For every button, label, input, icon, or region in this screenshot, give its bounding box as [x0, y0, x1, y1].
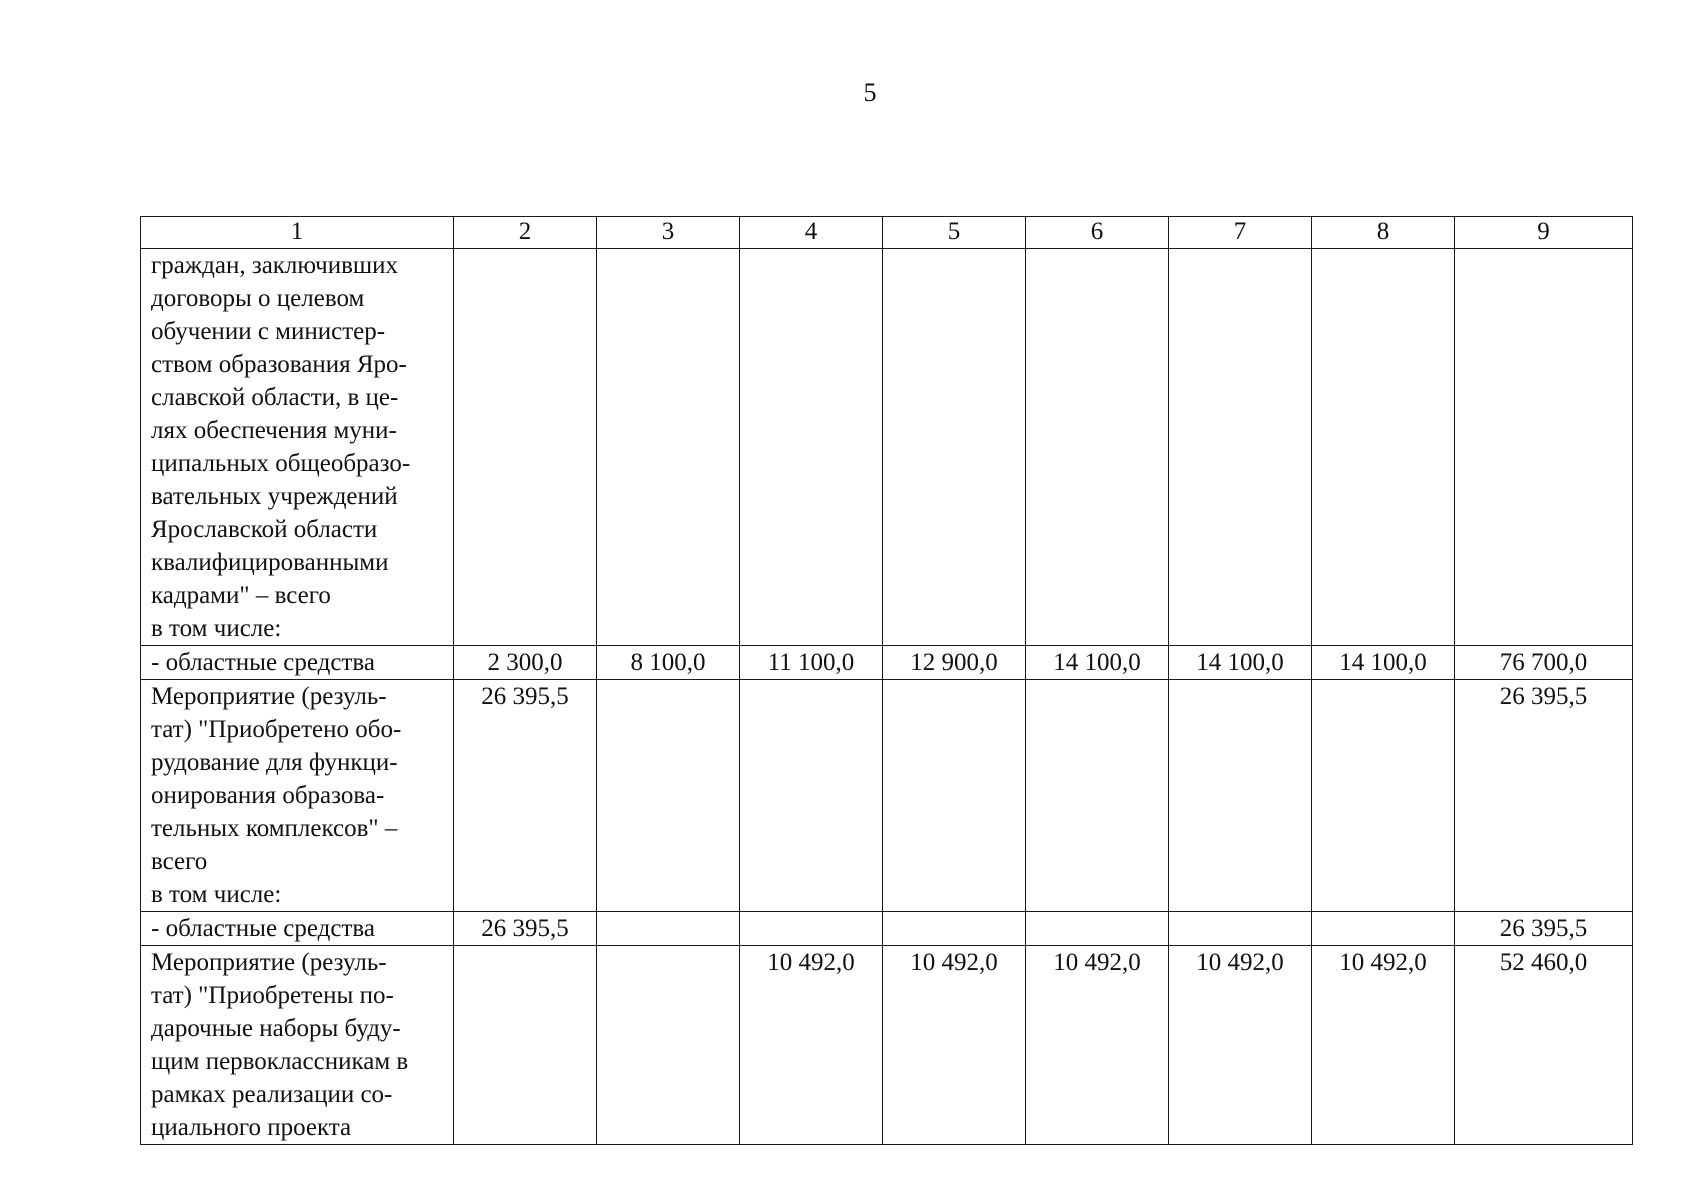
- page-number: 5: [863, 78, 877, 107]
- column-header: 9: [1455, 217, 1633, 249]
- row-label-line: договоры о целевом: [151, 285, 365, 312]
- column-header: 3: [597, 217, 740, 249]
- row-label-line: рамках реализации со-: [151, 1081, 393, 1108]
- table-row: [141, 946, 1633, 1145]
- column-header: 7: [1169, 217, 1312, 249]
- row-label-line: ципальных общеобразо-: [151, 450, 411, 477]
- row-label-line: Ярославской области: [151, 516, 378, 543]
- value-cell: [1026, 680, 1169, 912]
- value-cell: [597, 912, 740, 946]
- row-label-line: тат) "Приобретено обо-: [151, 716, 402, 743]
- value-cell: [883, 680, 1026, 912]
- value-cell: [597, 946, 740, 1145]
- value-cell: 10 492,0: [1312, 946, 1455, 1145]
- value-cell: [1169, 912, 1312, 946]
- value-cell: 10 492,0: [1026, 946, 1169, 1145]
- column-header: 1: [141, 217, 454, 249]
- row-label-line: обучении с министер-: [151, 318, 386, 345]
- row-label-line: циального проекта: [151, 1114, 352, 1141]
- value-cell: [1455, 249, 1633, 646]
- column-header: 6: [1026, 217, 1169, 249]
- row-label-line: граждан, заключивших: [151, 252, 399, 279]
- budget-table: [140, 216, 1633, 1145]
- value-cell: 76 700,0: [1455, 646, 1633, 680]
- value-cell: 26 395,5: [1455, 680, 1633, 912]
- row-label-line: дарочные наборы буду-: [151, 1015, 401, 1042]
- row-label-line: Мероприятие (резуль-: [151, 683, 387, 710]
- value-cell: 10 492,0: [740, 946, 883, 1145]
- table-row: [141, 912, 1633, 946]
- value-cell: 8 100,0: [597, 646, 740, 680]
- value-cell: [454, 249, 597, 646]
- row-label-line: славской области, в це-: [151, 384, 399, 411]
- table-row: [141, 249, 1633, 646]
- value-cell: [1312, 912, 1455, 946]
- column-header: 4: [740, 217, 883, 249]
- row-label-line: тельных комплексов" –: [151, 815, 398, 842]
- row-label-cell: [141, 646, 454, 680]
- value-cell: 14 100,0: [1026, 646, 1169, 680]
- value-cell: 10 492,0: [883, 946, 1026, 1145]
- row-label-line: тат) "Приобретены по-: [151, 982, 394, 1009]
- value-cell: [1312, 249, 1455, 646]
- row-label-line: Мероприятие (резуль-: [151, 949, 387, 976]
- value-cell: 14 100,0: [1312, 646, 1455, 680]
- value-cell: [597, 249, 740, 646]
- value-cell: 11 100,0: [740, 646, 883, 680]
- value-cell: [740, 680, 883, 912]
- row-label-line: квалифицированными: [151, 549, 389, 576]
- value-cell: 10 492,0: [1169, 946, 1312, 1145]
- column-header: 8: [1312, 217, 1455, 249]
- row-label-cell: [141, 912, 454, 946]
- column-header-row: [141, 217, 1633, 249]
- row-label-line: в том числе:: [151, 881, 282, 908]
- table-body: [141, 217, 1633, 1145]
- value-cell: [1026, 249, 1169, 646]
- row-label-cell: [141, 946, 454, 1145]
- row-label-line: в том числе:: [151, 615, 282, 642]
- value-cell: 26 395,5: [454, 912, 597, 946]
- value-cell: 14 100,0: [1169, 646, 1312, 680]
- value-cell: [454, 946, 597, 1145]
- value-cell: [1169, 680, 1312, 912]
- row-label-line: всего: [151, 848, 208, 875]
- value-cell: 2 300,0: [454, 646, 597, 680]
- value-cell: 52 460,0: [1455, 946, 1633, 1145]
- row-label-line: - областные средства: [151, 649, 375, 676]
- column-header: 2: [454, 217, 597, 249]
- row-label-line: кадрами" – всего: [151, 582, 331, 609]
- row-label-line: рудование для функци-: [151, 749, 398, 776]
- row-label-line: ством образования Яро-: [151, 351, 407, 378]
- value-cell: [1026, 912, 1169, 946]
- value-cell: 12 900,0: [883, 646, 1026, 680]
- table-row: [141, 680, 1633, 912]
- value-cell: [883, 249, 1026, 646]
- value-cell: 26 395,5: [454, 680, 597, 912]
- value-cell: 26 395,5: [1455, 912, 1633, 946]
- row-label-line: щим первоклассникам в: [151, 1048, 409, 1075]
- row-label-line: вательных учреждений: [151, 483, 398, 510]
- row-label-line: лях обеспечения муни-: [151, 417, 397, 444]
- row-label-line: - областные средства: [151, 915, 375, 942]
- value-cell: [740, 249, 883, 646]
- column-header: 5: [883, 217, 1026, 249]
- value-cell: [1312, 680, 1455, 912]
- row-label-line: онирования образова-: [151, 782, 385, 809]
- row-label-cell: [141, 249, 454, 646]
- value-cell: [740, 912, 883, 946]
- table-row: [141, 646, 1633, 680]
- value-cell: [597, 680, 740, 912]
- value-cell: [883, 912, 1026, 946]
- value-cell: [1169, 249, 1312, 646]
- row-label-cell: [141, 680, 454, 912]
